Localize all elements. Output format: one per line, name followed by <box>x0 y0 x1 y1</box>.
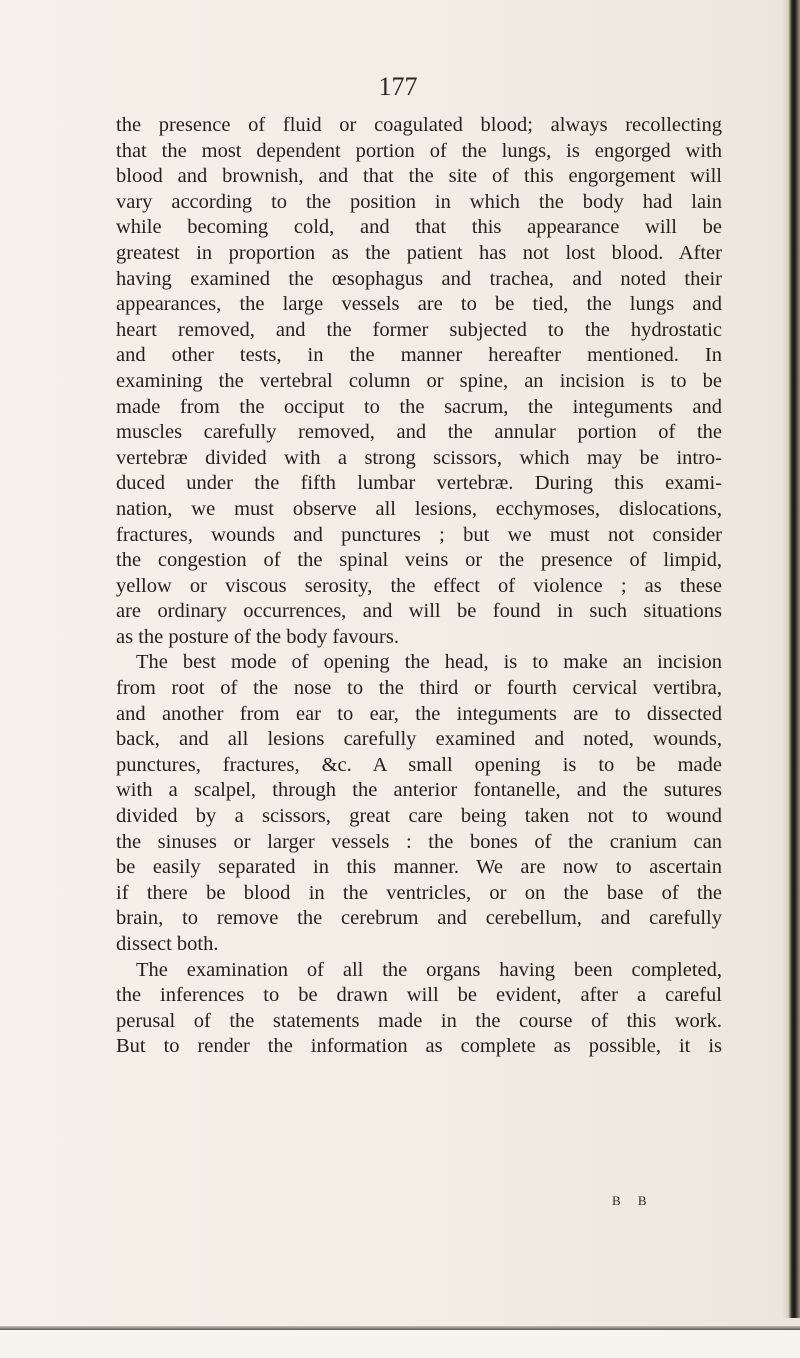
text-line: as the posture of the body favours. <box>116 625 399 648</box>
text-line: having examined the œsophagus and trachea, and noted their <box>116 267 722 290</box>
page-body-text <box>116 113 722 1060</box>
text-line: and other tests, in the manner hereafter mentioned. In <box>116 344 722 367</box>
text-line: and another from ear to ear, the integuments are to dissected <box>116 702 722 725</box>
page-number: 177 <box>378 72 418 101</box>
signature-mark: B B <box>612 1193 654 1208</box>
text-line: punctures, fractures, &c. A small opening is to be made <box>116 753 722 776</box>
text-line: yellow or viscous serosity, the effect of violence ; as these <box>116 574 722 597</box>
scan-background <box>0 1330 800 1358</box>
text-line: made from the occiput to the sacrum, the integuments and <box>116 395 722 418</box>
text-line: fractures, wounds and punctures ; but we must not consider <box>116 523 722 546</box>
text-line: while becoming cold, and that this appearance will be <box>116 216 722 239</box>
text-line: examining the vertebral column or spine, an incision is to be <box>116 369 722 392</box>
text-line: brain, to remove the cerebrum and cerebellum, and carefully <box>116 907 722 930</box>
text-line: vary according to the position in which the body had lain <box>116 190 722 213</box>
text-line: the sinuses or larger vessels : the bones of the cranium can <box>116 830 722 853</box>
text-line: greatest in proportion as the patient has not lost blood. After <box>116 241 722 264</box>
text-line: back, and all lesions carefully examined and noted, wounds, <box>116 728 722 751</box>
text-line: The best mode of opening the head, is to make an incision <box>136 651 722 674</box>
text-line: that the most dependent portion of the lungs, is engorged with <box>116 139 722 162</box>
text-line: with a scalpel, through the anterior fontanelle, and the sutures <box>116 779 722 802</box>
text-line: perusal of the statements made in the course of this work. <box>116 1009 722 1032</box>
text-line: vertebræ divided with a strong scissors, which may be intro- <box>116 446 722 469</box>
text-line: duced under the fifth lumbar vertebræ. During this exami- <box>116 472 722 495</box>
text-line: the congestion of the spinal veins or the presence of limpid, <box>116 549 722 572</box>
text-line: are ordinary occurrences, and will be found in such situations <box>116 600 722 623</box>
text-line: the presence of fluid or coagulated blood; always recollecting <box>116 114 722 136</box>
text-line: nation, we must observe all lesions, ecchymoses, dislocations, <box>116 497 722 520</box>
text-line: dissect both. <box>116 933 219 955</box>
text-line: appearances, the large vessels are to be tied, the lungs and <box>116 293 722 316</box>
page-edge-shadow <box>782 0 800 1318</box>
text-line: from root of the nose to the third or fourth cervical vertibra, <box>116 677 722 700</box>
text-line: blood and brownish, and that the site of this engorgement will <box>116 165 722 188</box>
text-line: divided by a scissors, great care being taken not to wound <box>116 805 722 828</box>
text-line: But to render the information as complete as possible, it is <box>116 1035 722 1058</box>
text-line: if there be blood in the ventricles, or on the base of the <box>116 881 722 904</box>
text-line: The examination of all the organs having been completed, <box>136 958 722 981</box>
text-line: be easily separated in this manner. We are now to ascertain <box>116 856 722 879</box>
text-line: muscles carefully removed, and the annular portion of the <box>116 421 722 444</box>
text-line: the inferences to be drawn will be evident, after a careful <box>116 984 722 1007</box>
text-line: heart removed, and the former subjected to the hydrostatic <box>116 318 722 341</box>
